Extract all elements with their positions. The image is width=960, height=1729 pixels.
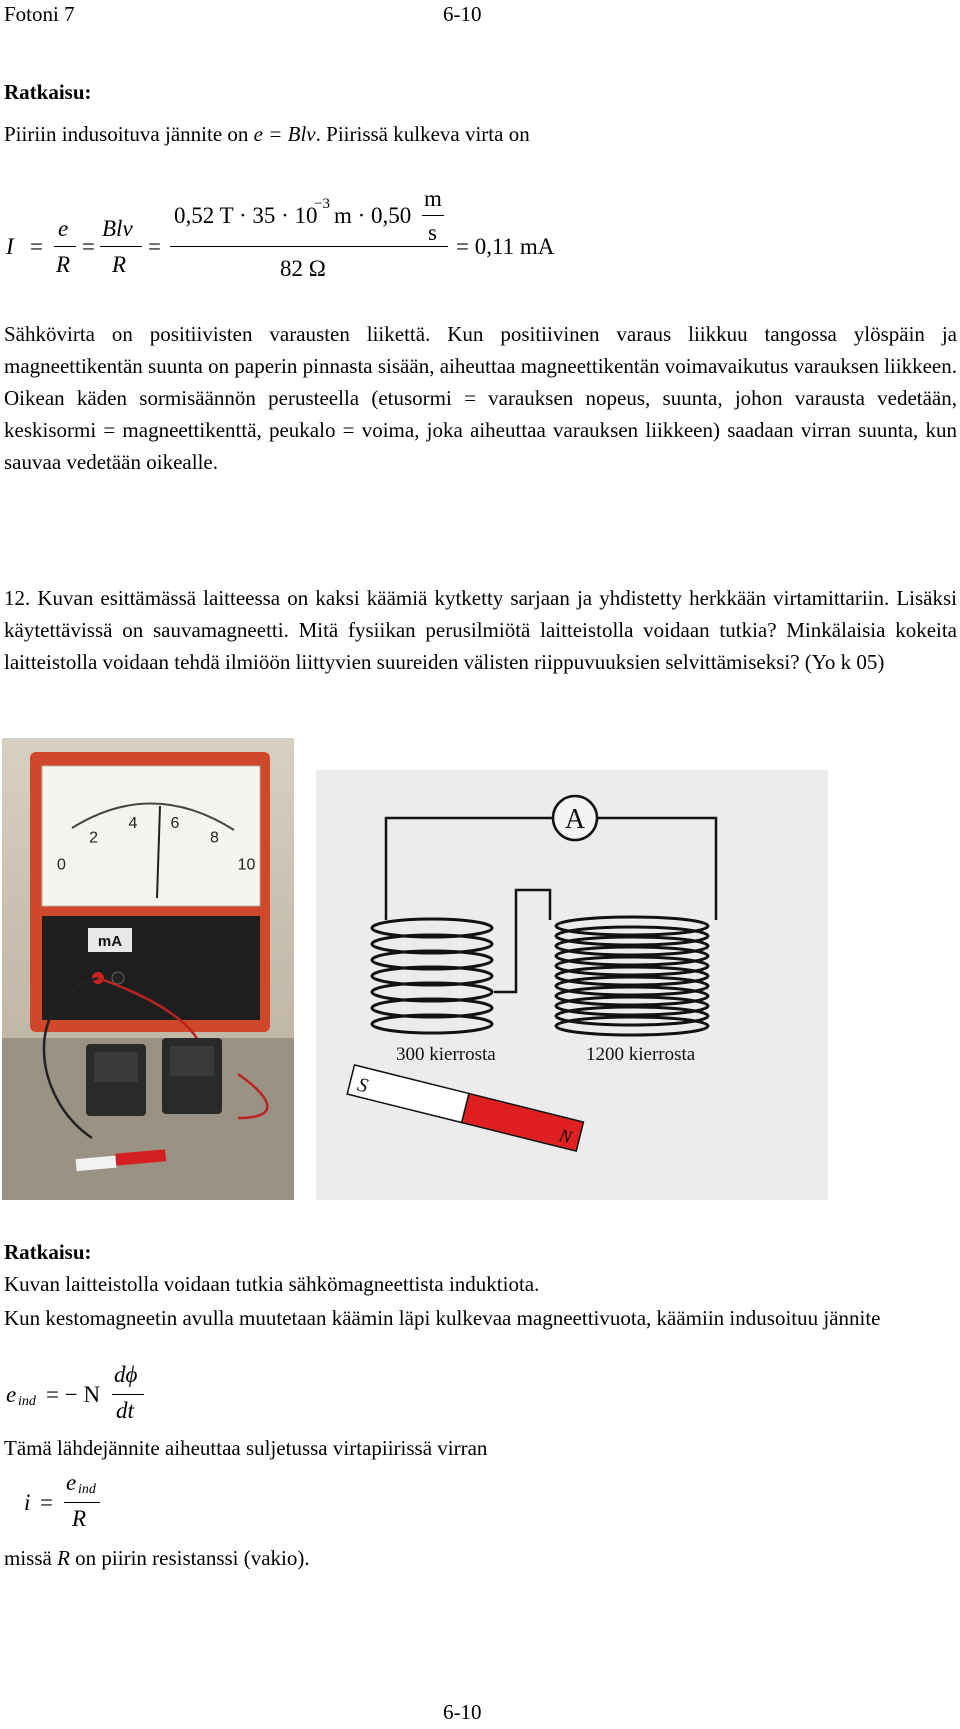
solution2-line2: Kun kestomagneetin avulla muutetaan käämin läpi kulkevaa magneettivuota, käämiin indusoituu jännite xyxy=(4,1306,881,1330)
apparatus-photo-drawing xyxy=(2,738,294,1200)
emf-frac-line xyxy=(112,1394,144,1395)
footer-page-number: 6-10 xyxy=(443,1700,482,1724)
coil-box-1-label xyxy=(94,1052,138,1082)
circuit-drawing xyxy=(316,770,828,1200)
meter-scale-label: 2 xyxy=(89,829,99,847)
coil-1200-turns xyxy=(556,917,708,1035)
emf-numerator: dϕ xyxy=(114,1362,138,1387)
meter-base-panel xyxy=(42,916,260,1020)
eq-sign-1: = xyxy=(30,234,43,259)
intro-equation: e = Blv xyxy=(253,122,316,146)
solution2-line4 xyxy=(4,1544,310,1572)
eq-sign-3: = xyxy=(148,234,161,259)
solution2-line1: Kuvan laitteistolla voidaan tutkia sähkömagneettista induktiota. xyxy=(4,1272,540,1296)
coil-circuit-diagram xyxy=(316,770,828,1200)
intro-text-a: Piiriin indusoituva jännite on xyxy=(4,122,254,146)
eq-R-denominator-1: R xyxy=(56,252,71,277)
meter-face xyxy=(42,766,260,906)
eq-unit-s: s xyxy=(428,220,437,245)
emf-subscript-ind: ind xyxy=(18,1394,36,1409)
solution1-heading: Ratkaisu: xyxy=(4,80,92,104)
emf-denominator: dt xyxy=(116,1398,134,1423)
question-12: 12. Kuvan esittämässä laitteessa on kaksi käämiä kytketty sarjaan ja yhdistetty herkkään virtamittariin. Lisäksi käytettävissä on sauvamagneetti. Mitä fysiikan perusilmiötä laitteistolla voidaan tutkia? Minkälaisia kokeita laitteistolla voidaan tehdä ilmiöön liittyvien suureiden välisten riippuvuuksien selvittämiseksi? (Yo k 05) xyxy=(4,586,957,674)
magnet-s-label: S xyxy=(355,1073,371,1098)
bar-magnet xyxy=(347,1065,583,1151)
frac-line-unit xyxy=(422,215,444,216)
eq-Blv-numerator: Blv xyxy=(102,216,133,241)
i-frac-line xyxy=(64,1502,100,1503)
solution2-line3: Tämä lähdejännite aiheuttaa suljetussa virtapiirissä virran xyxy=(4,1436,488,1460)
i-denominator: R xyxy=(72,1506,87,1531)
coil1-label: 300 kierrosta xyxy=(396,1044,496,1065)
meter-scale-label: 8 xyxy=(209,829,219,847)
wire-left-top xyxy=(386,818,554,920)
header-page-number: 6-10 xyxy=(443,2,482,26)
eq-result: = 0,11 mA xyxy=(456,234,555,259)
eq-I: I xyxy=(6,234,14,259)
apparatus-photo xyxy=(2,738,294,1200)
meter-scale-label: 4 xyxy=(128,814,138,832)
magnet-n-label: N xyxy=(557,1124,574,1148)
eq-numeric-denominator: 82 Ω xyxy=(280,256,326,281)
line4-text-a: missä xyxy=(4,1546,58,1570)
i-eq-sign: = xyxy=(40,1490,53,1515)
meter-scale-label: 10 xyxy=(237,856,256,874)
eq-numeric-numerator: 0,52 T · 35 · 10 xyxy=(174,203,318,228)
wire-right-top xyxy=(596,818,716,920)
terminal-black xyxy=(112,972,124,984)
header-title: Fotoni 7 xyxy=(4,2,75,26)
frac-line-e xyxy=(54,246,76,247)
eq-exponent: −3 xyxy=(314,196,330,212)
meter-scale-label: 0 xyxy=(57,856,66,874)
coil2-label: 1200 kierrosta xyxy=(586,1044,696,1065)
solution2-heading: Ratkaisu: xyxy=(4,1240,92,1264)
coil-300-turns xyxy=(372,919,492,1033)
line4-text-b: on piirin resistanssi (vakio). xyxy=(69,1546,310,1570)
i-numerator-e: e xyxy=(66,1470,77,1495)
emf-rhs: = − N xyxy=(46,1382,101,1407)
meter-unit-label: mA xyxy=(97,933,123,950)
solution1-paragraph: Sähkövirta on positiivisten varausten liikettä. Kun positiivinen varaus liikkuu tangossa ylöspäin ja magneettikentän suunta on paperin pinnasta sisään, aiheuttaa magneettikentän voimavaikutus varauksen liikkeen. Oikean käden sormisäännön perusteella (etusormi = varauksen nopeus, suunta, johon varausta vedetään, keskisormi = magneettikenttä, peukalo = voima, joka aiheuttaa varauksen liikkeen) saadaan virran suunta, kun sauvaa vedetään oikealle. xyxy=(4,322,957,474)
coil-box-2-label xyxy=(170,1046,214,1076)
ammeter-label: A xyxy=(564,804,586,835)
intro-text-b: . Piirissä kulkeva virta on xyxy=(315,122,530,146)
i-symbol: i xyxy=(24,1490,31,1515)
emf-e: e xyxy=(6,1382,17,1407)
frac-line-main xyxy=(170,246,448,247)
eq-sign-2: = xyxy=(82,234,95,259)
eq-numeric-numerator-2: m · 0,50 xyxy=(334,203,412,228)
i-numerator-subscript: ind xyxy=(78,1482,96,1497)
solution1-intro xyxy=(4,120,530,148)
meter-scale-label: 6 xyxy=(170,814,180,832)
eq-unit-m: m xyxy=(424,186,442,211)
wire-between-coils xyxy=(494,890,550,992)
eq-R-denominator-2: R xyxy=(112,252,127,277)
frac-line-blv xyxy=(100,246,142,247)
eq-e-numerator: e xyxy=(58,216,69,241)
line4-R: R xyxy=(57,1546,70,1570)
